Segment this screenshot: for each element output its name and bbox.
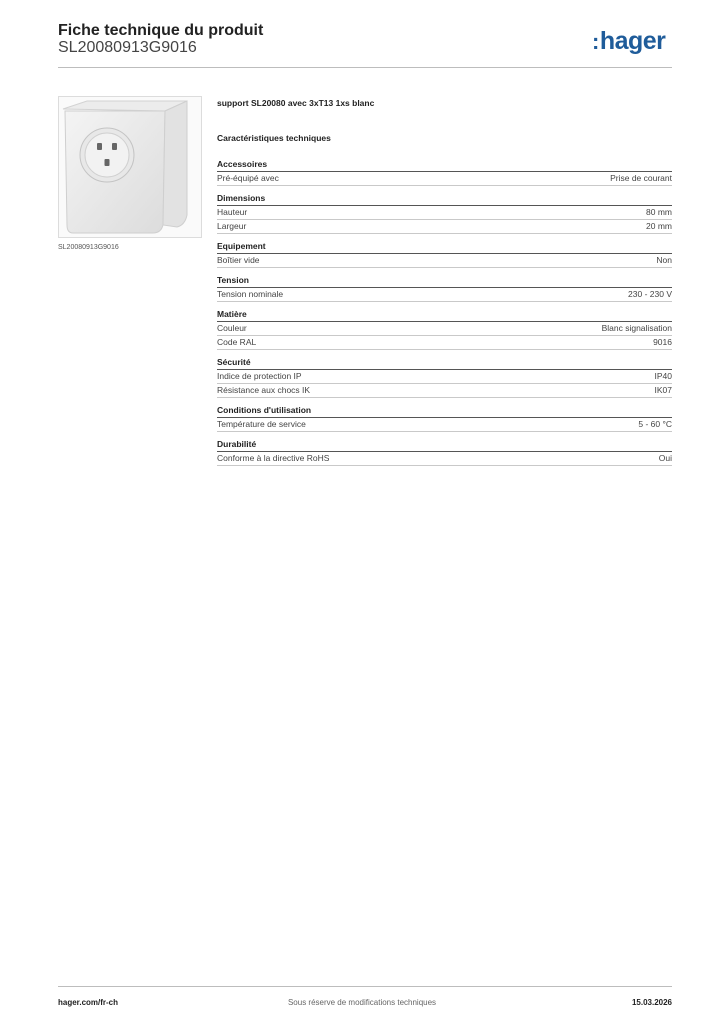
spec-value: IP40	[654, 371, 672, 381]
section-securite	[217, 357, 672, 398]
spec-row	[217, 220, 672, 234]
logo-text: hager	[599, 27, 666, 55]
section-dimensions	[217, 193, 672, 234]
spec-row	[217, 254, 672, 268]
spec-label: Tension nominale	[217, 289, 284, 299]
spec-label: Pré-équipé avec	[217, 173, 279, 183]
spec-row	[217, 172, 672, 186]
section-tension	[217, 275, 672, 302]
footer-website-link[interactable]: hager.com/fr-ch	[58, 998, 119, 1007]
page-title: Fiche technique du produit	[58, 22, 264, 39]
section-title: Sécurité	[217, 357, 672, 370]
spec-value: IK07	[654, 385, 672, 395]
section-durabilite	[217, 439, 672, 466]
spec-label: Température de service	[217, 419, 306, 429]
section-matiere	[217, 309, 672, 350]
section-title: Dimensions	[217, 193, 672, 206]
spec-label: Largeur	[217, 221, 247, 231]
section-title: Accessoires	[217, 159, 672, 172]
section-conditions	[217, 405, 672, 432]
spec-row	[217, 288, 672, 302]
section-title: Equipement	[217, 241, 672, 254]
spec-value: 9016	[653, 337, 672, 347]
spec-row	[217, 370, 672, 384]
spec-label: Code RAL	[217, 337, 257, 347]
footer-date: 15.03.2026	[631, 998, 672, 1007]
spec-row	[217, 452, 672, 466]
section-equipement	[217, 241, 672, 268]
product-reference: SL20080913G9016	[58, 39, 197, 56]
spec-label: Indice de protection IP	[217, 371, 302, 381]
spec-content	[217, 98, 672, 473]
product-image	[58, 96, 202, 238]
spec-value: 20 mm	[646, 221, 672, 231]
section-title: Tension	[217, 275, 672, 288]
image-caption: SL20080913G9016	[58, 244, 119, 251]
section-title: Durabilité	[217, 439, 672, 452]
spec-row	[217, 418, 672, 432]
spec-label: Hauteur	[217, 207, 248, 217]
spec-value: Oui	[658, 453, 672, 463]
section-accessoires	[217, 159, 672, 186]
hager-logo[interactable]	[592, 27, 665, 56]
spec-label: Couleur	[217, 323, 247, 333]
footer-divider	[58, 986, 672, 987]
product-description: support SL20080 avec 3xT13 1xs blanc	[217, 98, 375, 108]
section-title: Matière	[217, 309, 672, 322]
spec-label: Boîtier vide	[217, 255, 260, 265]
spec-value: Prise de courant	[610, 173, 672, 183]
spec-value: 5 - 60 °C	[638, 419, 672, 429]
section-title: Conditions d'utilisation	[217, 405, 672, 418]
tech-heading: Caractéristiques techniques	[217, 133, 331, 143]
socket-outlet-illustration	[59, 97, 201, 237]
spec-row	[217, 206, 672, 220]
spec-value: Blanc signalisation	[601, 323, 672, 333]
spec-row	[217, 384, 672, 398]
spec-value: 80 mm	[646, 207, 672, 217]
spec-label: Conforme à la directive RoHS	[217, 453, 330, 463]
logo-dots-icon: :	[592, 29, 599, 54]
footer-disclaimer: Sous réserve de modifications techniques	[287, 998, 437, 1007]
header-divider	[58, 67, 672, 68]
spec-label: Résistance aux chocs IK	[217, 385, 311, 395]
spec-value: Non	[656, 255, 672, 265]
spec-row	[217, 322, 672, 336]
spec-value: 230 - 230 V	[628, 289, 672, 299]
spec-row	[217, 336, 672, 350]
